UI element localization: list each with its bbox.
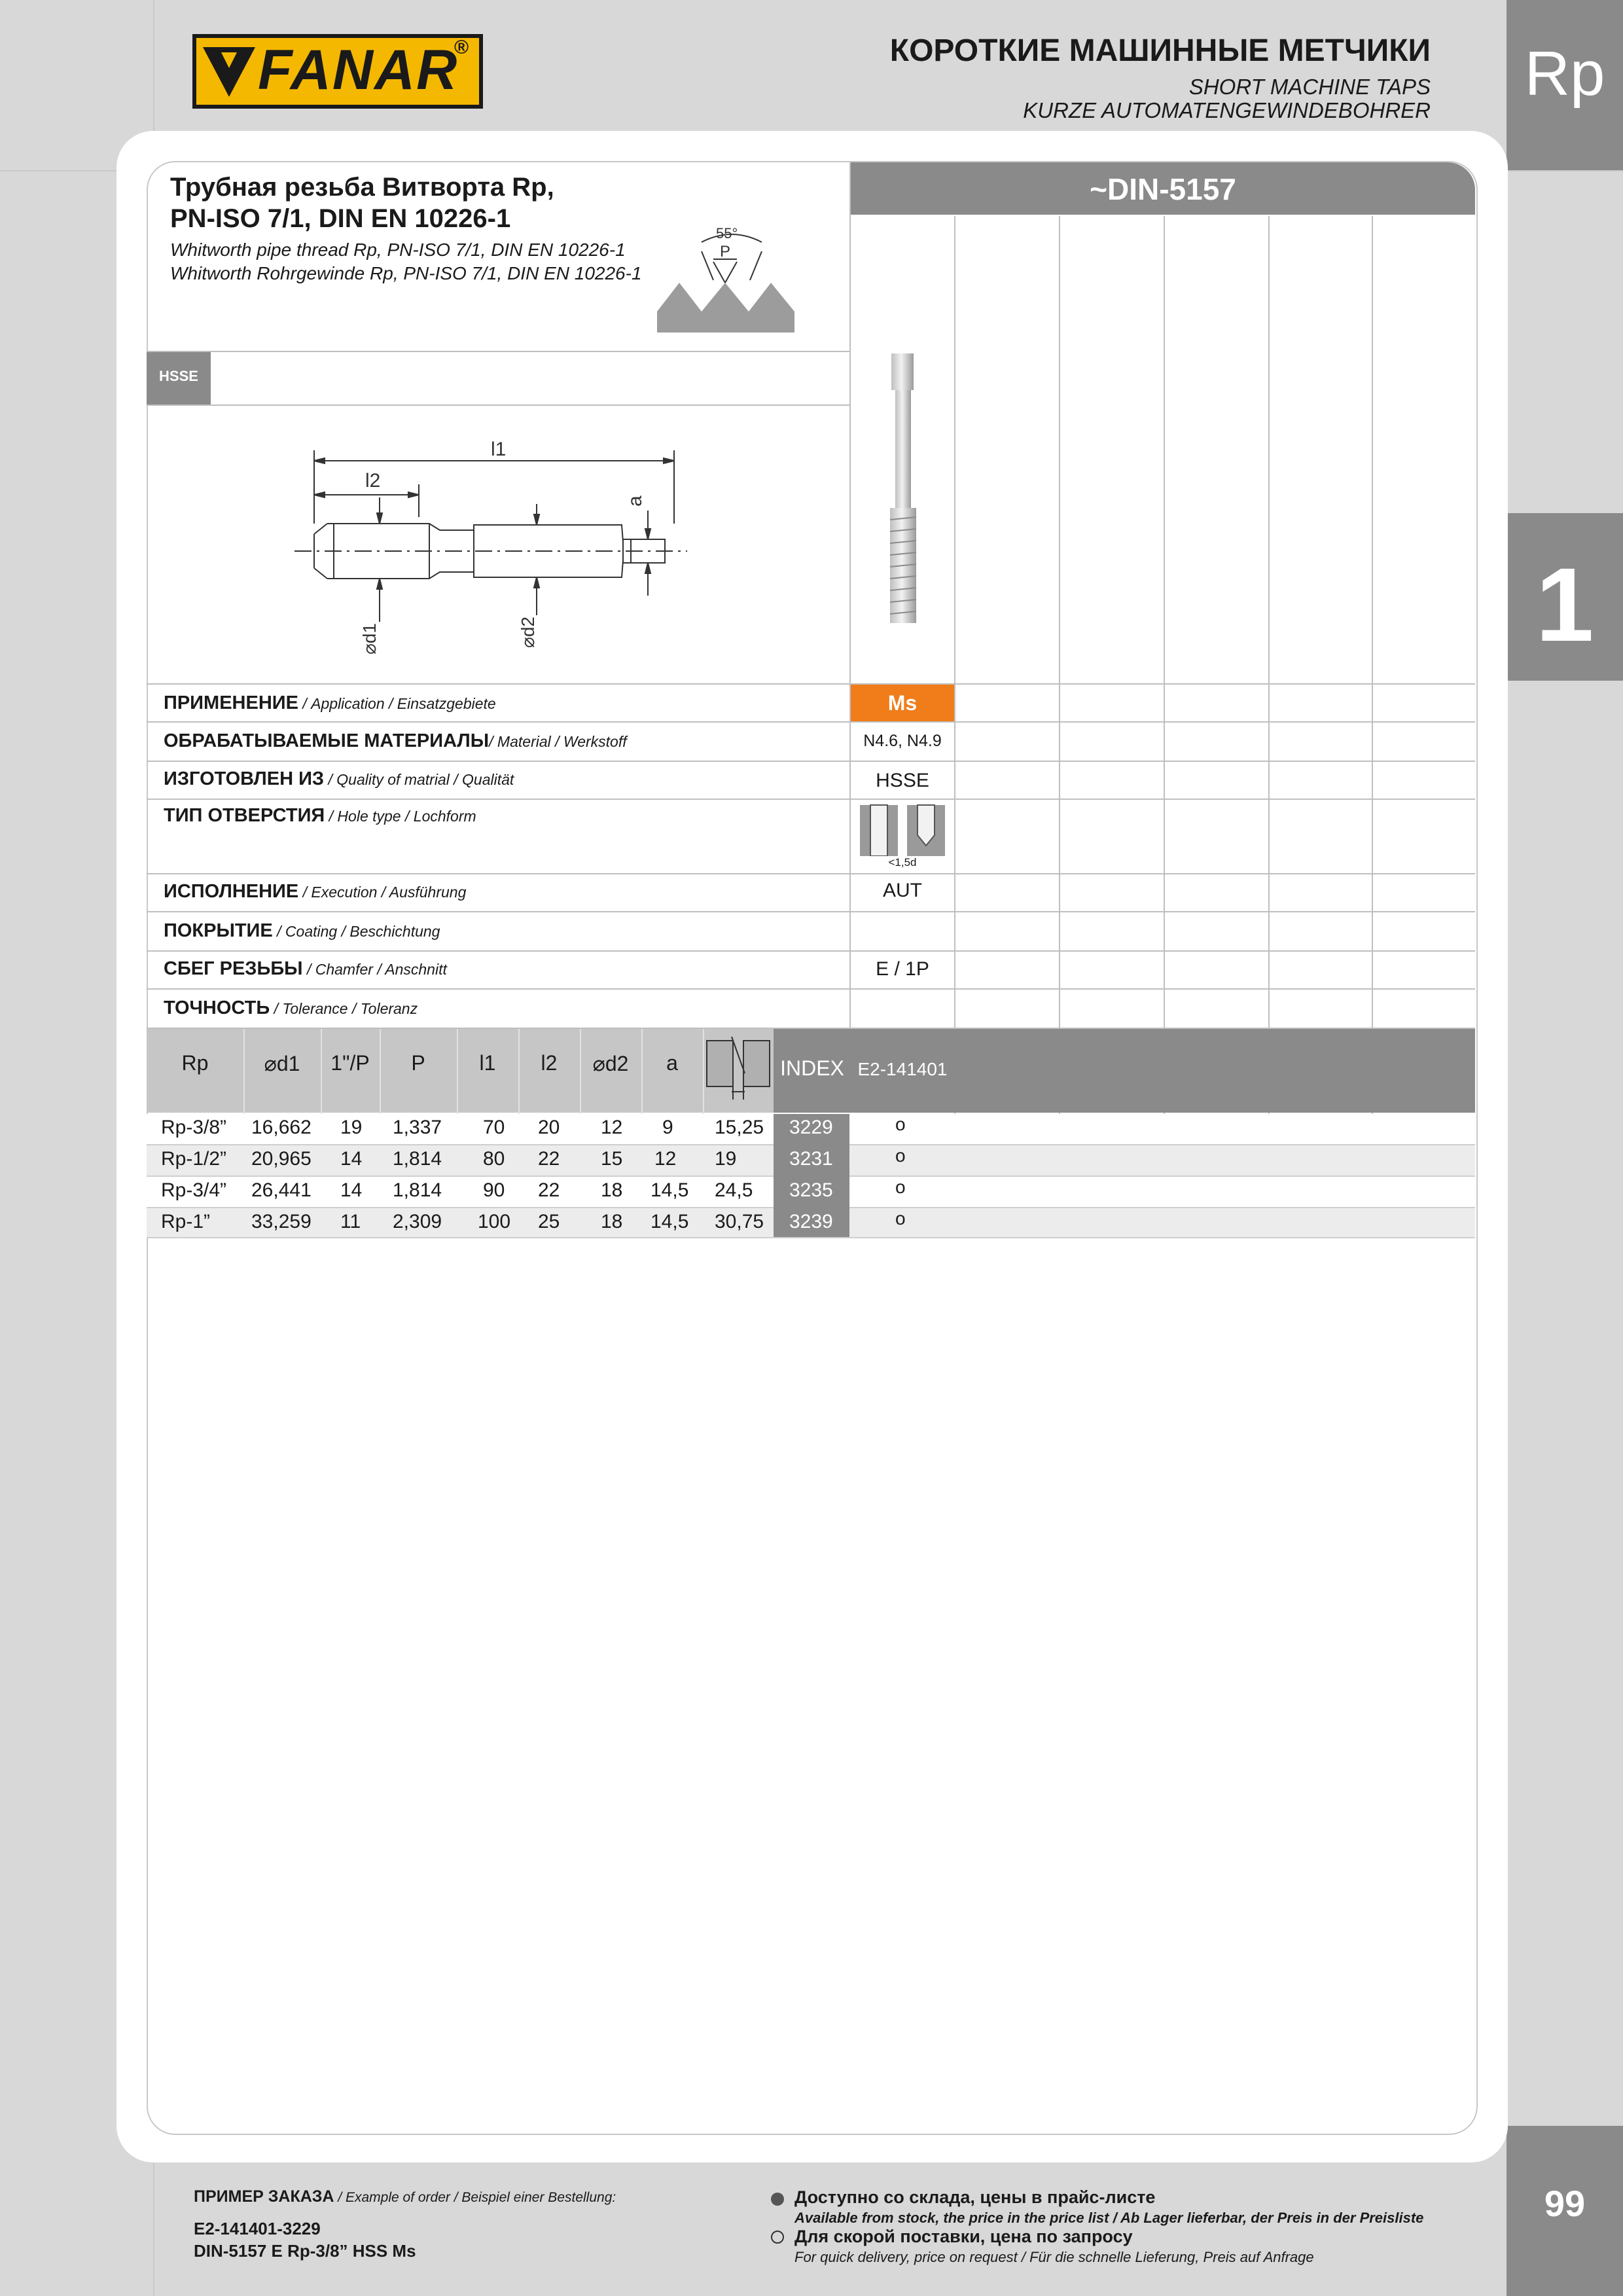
thread-profile-icon (652, 220, 802, 335)
cell-chamfer-depth: 19 (715, 1148, 737, 1170)
row-divider (147, 721, 1475, 723)
cell-d1: 26,441 (251, 1179, 312, 1201)
col-header-d1: ⌀d1 (264, 1052, 300, 1075)
page-subtitle-de: KURZE AUTOMATENGEWINDEBOHRER (1023, 98, 1431, 122)
row-divider (147, 873, 1475, 874)
row-divider (147, 683, 1475, 685)
cell-d2: 18 (601, 1179, 623, 1201)
cell-rp: Rp-1” (161, 1211, 211, 1232)
execution-value: AUT (883, 880, 922, 901)
product-subtitle-de: Whitworth Rohrgewinde Rp, PN-ISO 7/1, DIN EN 10226-1 (170, 263, 642, 283)
quick-ru: Для скорой поставки, цена по запросу (794, 2227, 1133, 2246)
empty-dot-icon (771, 2231, 784, 2244)
cell-tpi: 14 (340, 1148, 363, 1170)
cell-a: 14,5 (651, 1211, 689, 1232)
cell-chamfer-depth: 24,5 (715, 1179, 753, 1201)
col-header-code: E2-141401 (857, 1059, 948, 1079)
thread-pitch-label: P (720, 243, 731, 260)
hole-type-value: <1,5d (888, 856, 917, 869)
cell-availability: o (895, 1145, 906, 1166)
cell-index[interactable]: 3239 (789, 1211, 833, 1232)
order-description: DIN-5157 E Rp-3/8” HSS Ms (194, 2241, 416, 2261)
fanar-logo (192, 34, 483, 109)
cell-d1: 33,259 (251, 1211, 312, 1232)
cell-a: 14,5 (651, 1179, 689, 1201)
tab-page-number (1507, 2126, 1623, 2296)
cell-p: 2,309 (393, 1211, 442, 1232)
cell-d2: 15 (601, 1148, 623, 1170)
cell-tpi: 11 (340, 1211, 361, 1232)
cell-l1: 90 (483, 1179, 505, 1201)
col-header-index: INDEX (780, 1056, 844, 1080)
logo-reg-mark: ® (454, 37, 469, 58)
cell-tpi: 19 (340, 1117, 363, 1138)
dim-l1-label: l1 (491, 439, 507, 460)
cell-l1: 100 (478, 1211, 511, 1232)
quality-value: HSSE (876, 770, 929, 791)
cell-d1: 16,662 (251, 1117, 312, 1138)
tab-section-1 (1507, 513, 1623, 681)
order-code: E2-141401-3229 (194, 2219, 321, 2238)
stock-en: Available from stock, the price in the price list / Ab Lager lieferbar, der Preis in der Preisliste (794, 2210, 1424, 2226)
table-row-2 (0, 1145, 1623, 1175)
cell-index[interactable]: 3235 (789, 1179, 833, 1201)
page-number: 99 (1544, 2183, 1586, 2224)
cell-rp: Rp-1/2” (161, 1148, 227, 1170)
prop-coating-label: ПОКРЫТИЕ / Coating / Beschichtung (164, 920, 440, 941)
material-value: N4.6, N4.9 (863, 732, 942, 750)
cell-index[interactable]: 3231 (789, 1148, 833, 1170)
col-header-l1: l1 (479, 1051, 496, 1075)
chamfer-depth-icon (705, 1034, 771, 1106)
application-badge (851, 685, 954, 721)
dim-a-label: a (624, 495, 646, 507)
cell-chamfer-depth: 15,25 (715, 1117, 764, 1138)
cell-chamfer-depth: 30,75 (715, 1211, 764, 1232)
stock-ru: Доступно со склада, цены в прайс-листе (794, 2187, 1156, 2207)
din-header (851, 162, 1475, 215)
prop-quality-label: ИЗГОТОВЛЕН ИЗ / Quality of matrial / Qualität (164, 768, 514, 789)
cell-l1: 70 (483, 1117, 505, 1138)
row-divider (147, 950, 1475, 952)
prop-hole-type-label: ТИП ОТВЕРСТИЯ / Hole type / Lochform (164, 805, 476, 826)
cell-l2: 22 (538, 1148, 560, 1170)
tab-section-label: 1 (1535, 546, 1594, 663)
order-example-ru: ПРИМЕР ЗАКАЗА (194, 2187, 334, 2206)
logo-text: FANAR (258, 39, 459, 101)
cell-availability: o (895, 1208, 906, 1229)
cell-d2: 18 (601, 1211, 623, 1232)
cell-rp: Rp-3/4” (161, 1179, 227, 1201)
cell-index[interactable]: 3229 (789, 1117, 833, 1138)
cell-d2: 12 (601, 1117, 623, 1138)
page-title: КОРОТКИЕ МАШИННЫЕ МЕТЧИКИ (889, 33, 1431, 68)
hsse-badge-label: HSSE (159, 368, 198, 384)
hsse-badge (147, 352, 211, 404)
dim-l2-label: l2 (365, 470, 381, 492)
cell-availability: o (895, 1114, 906, 1134)
cell-p: 1,814 (393, 1179, 442, 1201)
row-divider (147, 988, 1475, 990)
col-header-l2: l2 (541, 1051, 558, 1075)
table-row-3 (0, 1177, 1623, 1207)
thread-angle-label: 55° (716, 225, 738, 242)
row-divider (147, 798, 1475, 800)
cell-rp: Rp-3/8” (161, 1117, 227, 1138)
cell-l2: 25 (538, 1211, 560, 1232)
row-divider (147, 351, 851, 352)
prop-material-label: ОБРАБАТЫВАЕМЫЕ МАТЕРИАЛЫ/ Material / Werkstoff (164, 730, 627, 751)
hole-type-icon (859, 804, 948, 856)
din-label: ~DIN-5157 (1090, 172, 1236, 206)
cell-a: 12 (654, 1148, 677, 1170)
dim-d2-label: ⌀d2 (518, 616, 538, 648)
cell-tpi: 14 (340, 1179, 363, 1201)
cell-p: 1,337 (393, 1117, 442, 1138)
cell-l2: 22 (538, 1179, 560, 1201)
product-subtitle (170, 238, 642, 285)
tap-dimension-drawing (288, 432, 694, 668)
cell-l1: 80 (483, 1148, 505, 1170)
chamfer-value: E / 1P (876, 958, 929, 980)
order-example-en: / Example of order / Beispiel einer Bestellung: (334, 2190, 616, 2205)
col-header-rp: Rp (181, 1051, 209, 1075)
table-row-1 (0, 1114, 1623, 1144)
page-subtitle-en: SHORT MACHINE TAPS (1188, 75, 1431, 99)
product-title-line2: PN-ISO 7/1, DIN EN 10226-1 (170, 204, 511, 233)
order-example-label (194, 2187, 616, 2206)
cell-a: 9 (662, 1117, 673, 1138)
cell-l2: 20 (538, 1117, 560, 1138)
row-divider (147, 761, 1475, 762)
row-divider (147, 404, 851, 406)
col-header-a: a (666, 1051, 678, 1075)
prop-execution-label: ИСПОЛНЕНИЕ / Execution / Ausführung (164, 881, 467, 902)
product-subtitle-en: Whitworth pipe thread Rp, PN-ISO 7/1, DIN EN 10226-1 (170, 240, 626, 260)
table-row-4 (0, 1208, 1623, 1237)
prop-chamfer-label: СБЕГ РЕЗЬБЫ / Chamfer / Anschnitt (164, 958, 447, 979)
logo-v-icon (203, 47, 255, 97)
col-header-d2: ⌀d2 (592, 1052, 629, 1075)
col-header-p: P (411, 1051, 425, 1075)
filled-dot-icon (771, 2193, 784, 2206)
product-title (170, 171, 554, 234)
application-value: Ms (887, 691, 918, 715)
dim-d1-label: ⌀d1 (359, 622, 380, 655)
product-title-line1: Трубная резьба Витворта Rp, (170, 173, 554, 202)
tab-rp-label: Rp (1524, 39, 1605, 109)
cell-d1: 20,965 (251, 1148, 312, 1170)
prop-application-label: ПРИМЕНЕНИЕ / Application / Einsatzgebiete (164, 692, 496, 713)
cell-availability: o (895, 1177, 906, 1197)
quick-en: For quick delivery, price on request / Für die schnelle Lieferung, Preis auf Anfrage (794, 2249, 1314, 2265)
tab-rp (1507, 0, 1623, 170)
col-header-tpi: 1"/P (330, 1051, 370, 1075)
prop-tolerance-label: ТОЧНОСТЬ / Tolerance / Toleranz (164, 997, 418, 1018)
tap-product-image (886, 351, 920, 628)
row-divider (147, 911, 1475, 912)
cell-p: 1,814 (393, 1148, 442, 1170)
